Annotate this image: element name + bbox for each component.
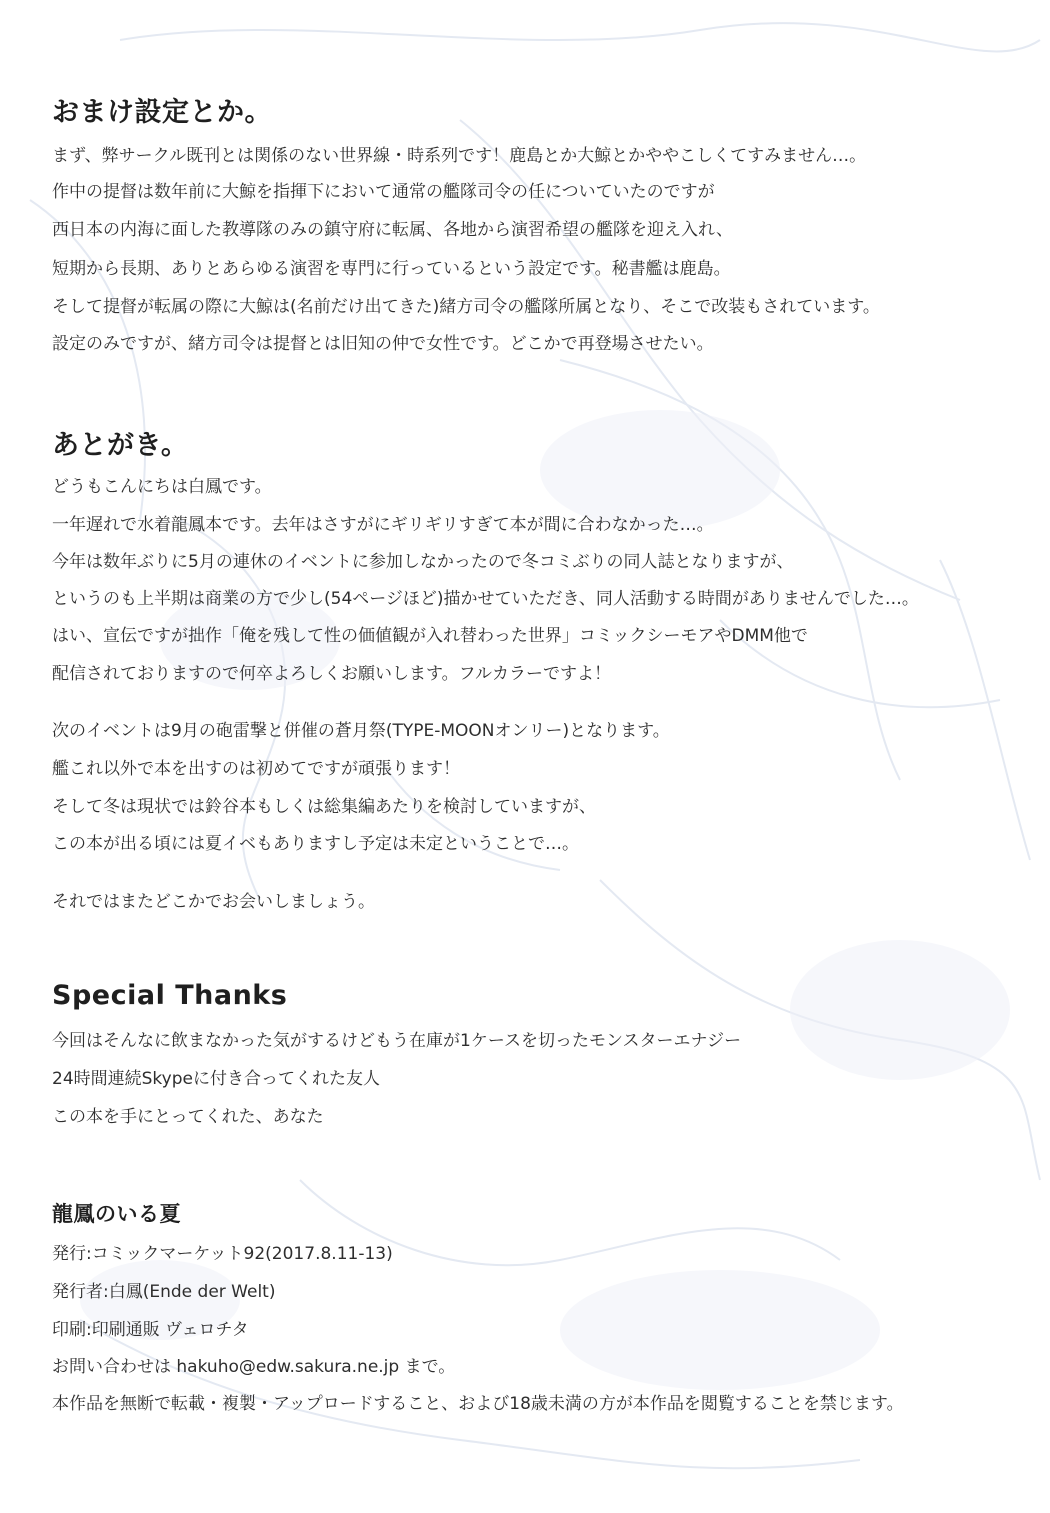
special-thanks-heading: Special Thanks <box>52 980 288 1011</box>
atogaki-line: 次のイベントは9月の砲雷撃と併催の蒼月祭(TYPE-MOONオンリー)となります。 <box>52 721 670 741</box>
atogaki-line: というのも上半期は商業の方で少し(54ページほど)描かせていただき、同人活動する時間がありませんでした…。 <box>52 589 919 609</box>
colophon-line: 印刷:印刷通販 ヴェロチタ <box>52 1320 249 1340</box>
atogaki-line: この本が出る頃には夏イベもありますし予定は未定ということで…。 <box>52 834 579 854</box>
omake-line: 西日本の内海に面した教導隊のみの鎮守府に転属、各地から演習希望の艦隊を迎え入れ、 <box>52 220 734 240</box>
atogaki-line: どうもこんにちは白鳳です。 <box>52 477 272 497</box>
colophon-line: お問い合わせは hakuho@edw.sakura.ne.jp まで。 <box>52 1357 456 1377</box>
thanks-line: 24時間連続Skypeに付き合ってくれた友人 <box>52 1069 380 1089</box>
colophon-line: 発行:コミックマーケット92(2017.8.11-13) <box>52 1244 393 1264</box>
atogaki-line: はい、宣伝ですが拙作「俺を残して性の価値観が入れ替わった世界」コミックシーモアやDMM他で <box>52 626 808 646</box>
atogaki-heading: あとがき。 <box>52 430 189 461</box>
omake-line: まず、弊サークル既刊とは関係のない世界線・時系列です！鹿島とか大鯨とかややこしくてすみません…。 <box>52 146 867 166</box>
omake-line: 設定のみですが、緒方司令は提督とは旧知の仲で女性です。どこかで再登場させたい。 <box>52 334 714 354</box>
colophon-line: 本作品を無断で転載・複製・アップロードすること、および18歳未満の方が本作品を閲覧することを禁じます。 <box>52 1394 904 1414</box>
thanks-line: この本を手にとってくれた、あなた <box>52 1107 324 1127</box>
atogaki-line: それではまたどこかでお会いしましょう。 <box>52 892 375 912</box>
omake-line: 短期から長期、ありとあらゆる演習を専門に行っているという設定です。秘書艦は鹿島。 <box>52 259 731 279</box>
omake-line: 作中の提督は数年前に大鯨を指揮下において通常の艦隊司令の任についていたのですが <box>52 182 715 202</box>
colophon-line: 発行者:白鳳(Ende der Welt) <box>52 1282 276 1302</box>
atogaki-line: 配信されておりますので何卒よろしくお願いします。フルカラーですよ！ <box>52 664 611 684</box>
colophon-title: 龍鳳のいる夏 <box>52 1202 181 1226</box>
atogaki-line: 今年は数年ぶりに5月の連休のイベントに参加しなかったので冬コミぶりの同人誌となりますが、 <box>52 552 794 572</box>
atogaki-line: 艦これ以外で本を出すのは初めてですが頑張ります！ <box>52 759 460 779</box>
atogaki-line: 一年遅れで水着龍鳳本です。去年はさすがにギリギリすぎて本が間に合わなかった…。 <box>52 515 714 535</box>
atogaki-line: そして冬は現状では鈴谷本もしくは総集編あたりを検討していますが、 <box>52 797 596 817</box>
omake-line: そして提督が転属の際に大鯨は(名前だけ出てきた)緒方司令の艦隊所属となり、そこで改装もされています。 <box>52 297 880 317</box>
omake-heading: おまけ設定とか。 <box>52 97 272 128</box>
thanks-line: 今回はそんなに飲まなかった気がするけどもう在庫が1ケースを切ったモンスターエナジー <box>52 1031 742 1051</box>
